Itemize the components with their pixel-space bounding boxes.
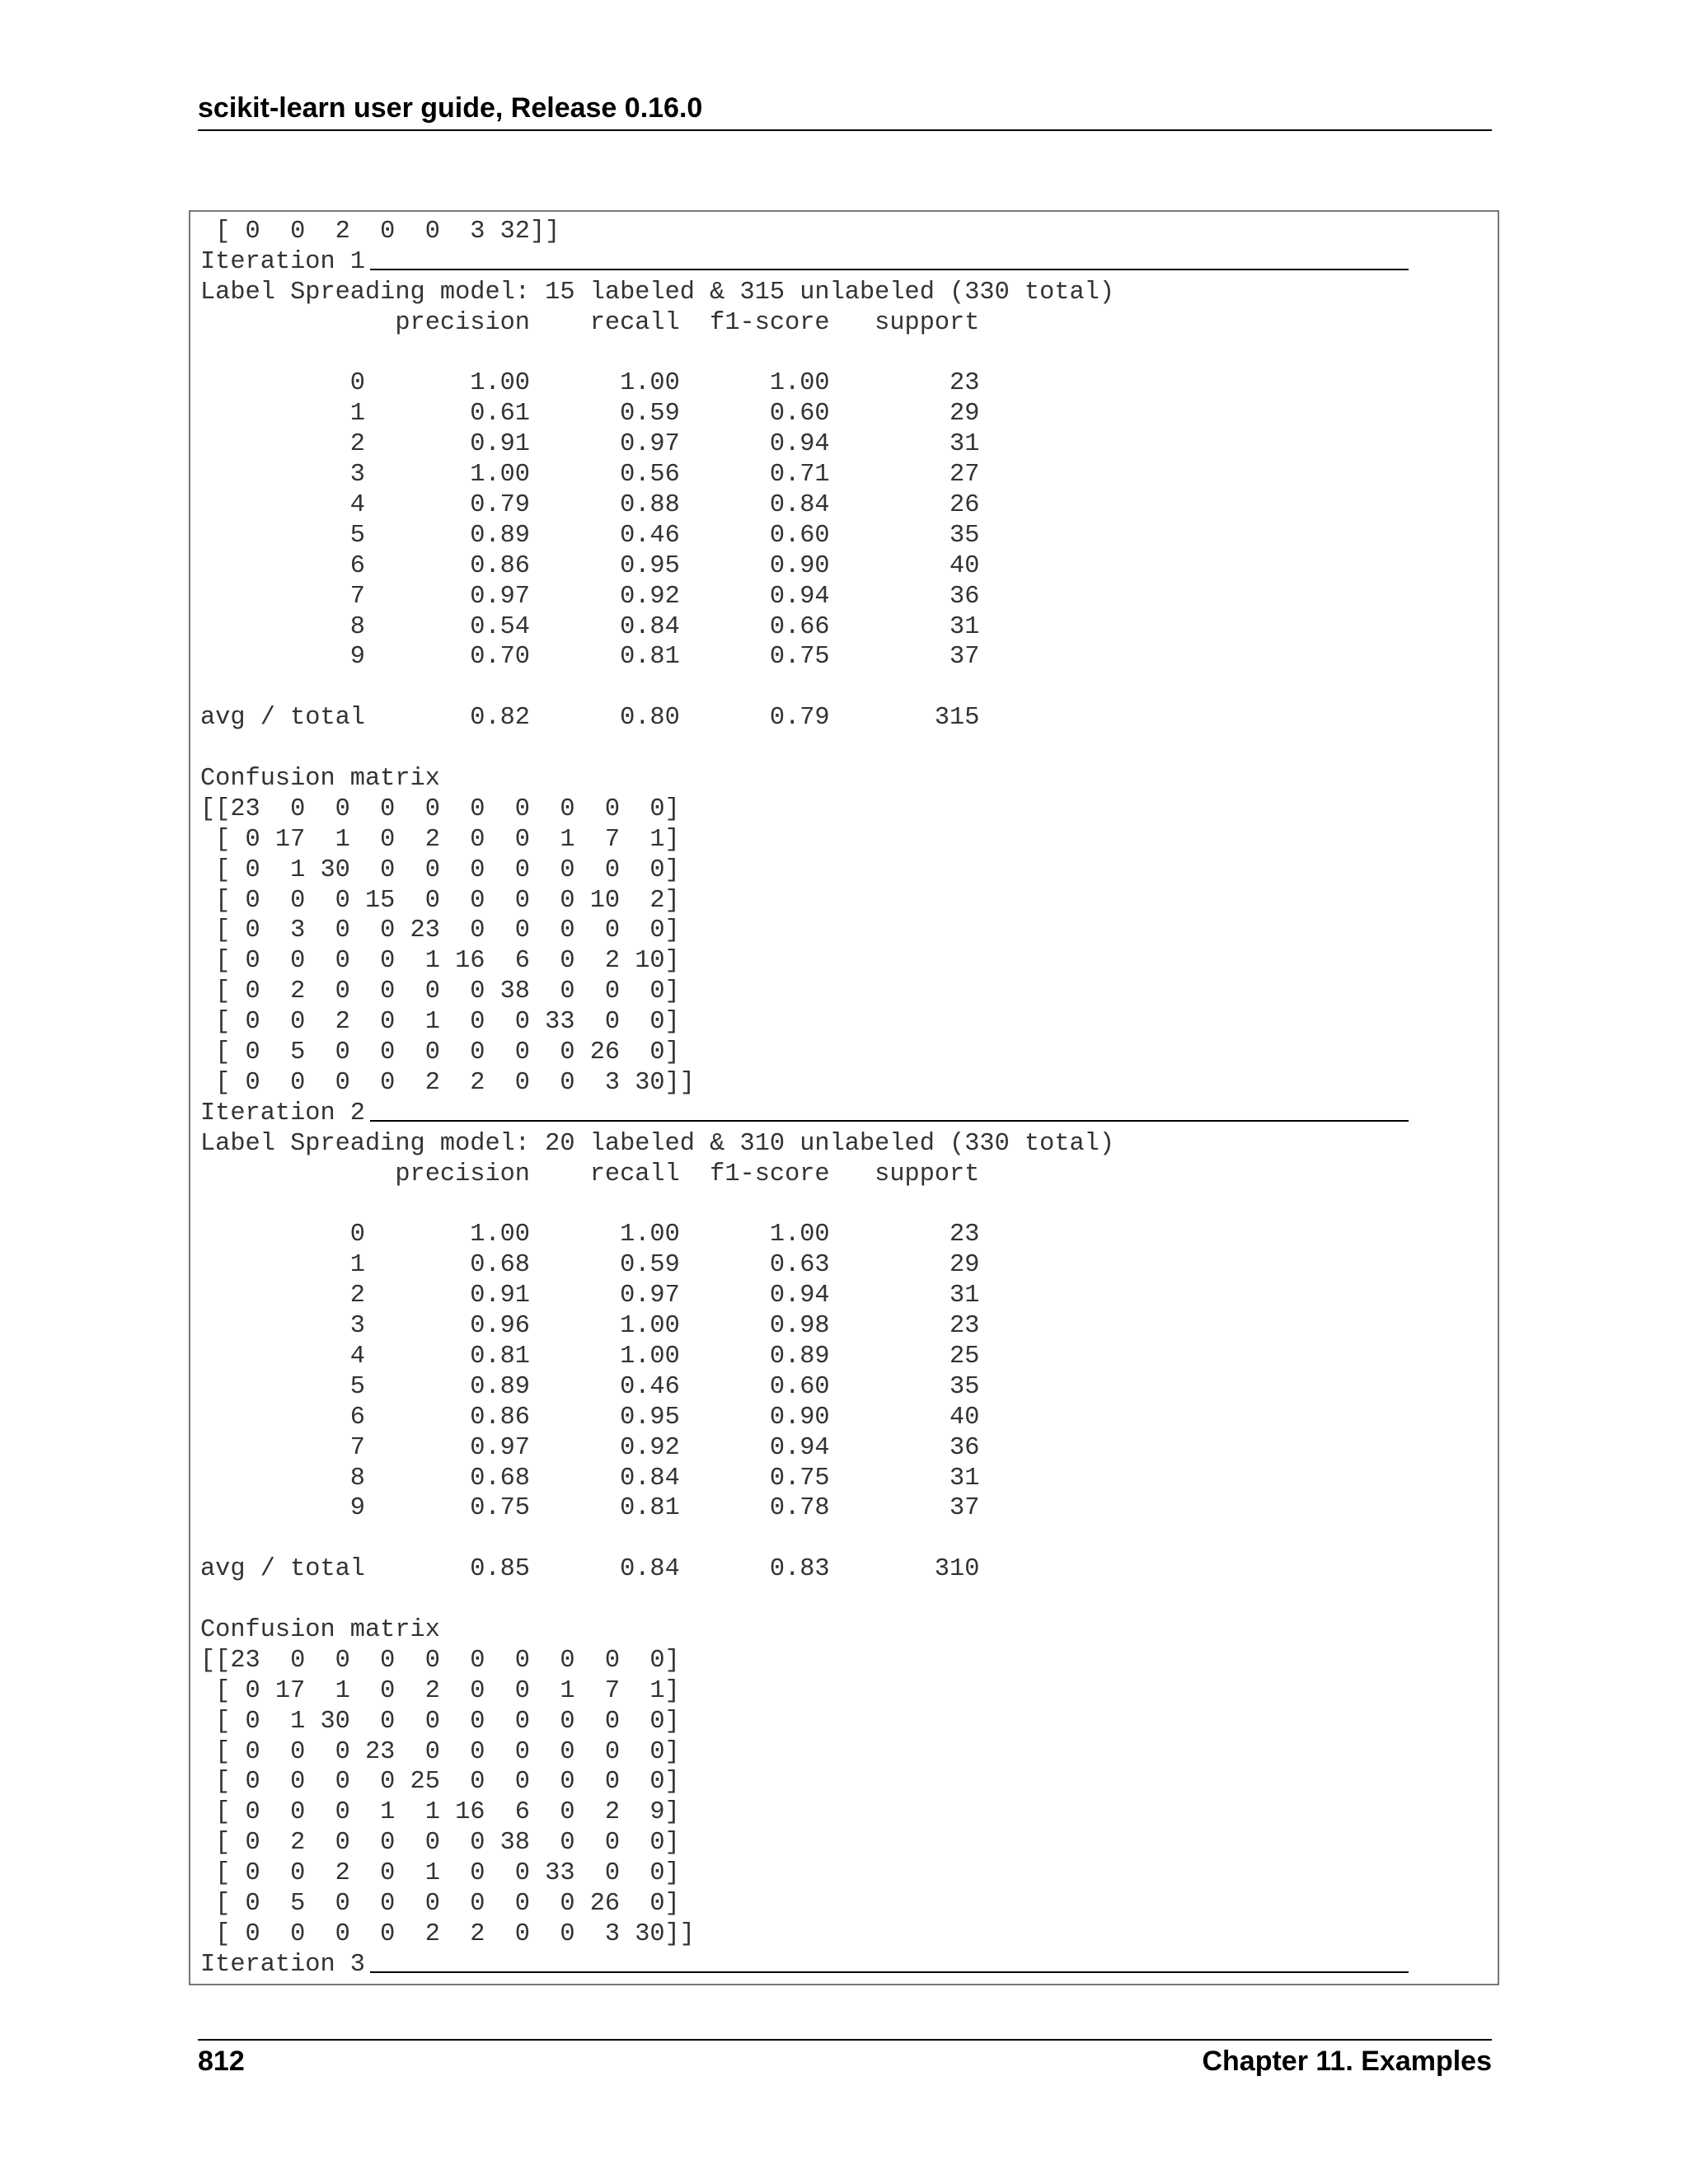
code-line-text: [[23 0 0 0 0 0 0 0 0 0] [200, 1646, 680, 1675]
code-line-text: [ 0 0 0 1 1 16 6 0 2 9] [200, 1798, 680, 1827]
code-line [200, 1919, 1498, 1950]
code-line-text: 6 0.86 0.95 0.90 40 [200, 551, 980, 580]
code-line [200, 1950, 1498, 1980]
code-line-text: 5 0.89 0.46 0.60 35 [200, 1372, 980, 1401]
code-line [200, 308, 1498, 339]
code-line [200, 703, 1498, 733]
code-line-text: 9 0.75 0.81 0.78 37 [200, 1494, 980, 1523]
code-line [200, 1828, 1498, 1858]
code-line [200, 217, 1498, 247]
code-line-text: 0 1.00 1.00 1.00 23 [200, 1221, 980, 1249]
code-line [200, 339, 1498, 369]
code-line [200, 1433, 1498, 1464]
code-line-text: 5 0.89 0.46 0.60 35 [200, 521, 980, 550]
header-rule [198, 129, 1492, 131]
code-line-text: Confusion matrix [200, 765, 440, 794]
code-line-text: [ 0 5 0 0 0 0 0 0 26 0] [200, 1038, 680, 1067]
code-line-text: 8 0.54 0.84 0.66 31 [200, 612, 980, 641]
code-line-text: 9 0.70 0.81 0.75 37 [200, 643, 980, 672]
code-line [200, 855, 1498, 886]
code-line [200, 916, 1498, 946]
code-line-text: 2 0.91 0.97 0.94 31 [200, 430, 980, 459]
code-line-text: Confusion matrix [200, 1615, 440, 1644]
code-line-text: 4 0.81 1.00 0.89 25 [200, 1342, 980, 1371]
code-line [200, 1646, 1498, 1676]
code-output-lines [200, 217, 1498, 1980]
code-line-text: Iteration 3 [200, 1950, 365, 1979]
code-line [200, 977, 1498, 1007]
code-line [200, 1524, 1498, 1554]
code-line [200, 1372, 1498, 1403]
code-line [200, 1220, 1498, 1250]
code-line [200, 1007, 1498, 1038]
code-line [200, 1707, 1498, 1737]
code-line-text: [ 0 1 30 0 0 0 0 0 0 0] [200, 1707, 680, 1736]
code-line [200, 612, 1498, 643]
code-line-text: [ 0 2 0 0 0 0 38 0 0 0] [200, 1829, 680, 1858]
code-line [200, 764, 1498, 794]
code-line [200, 460, 1498, 490]
code-line-text: [ 0 0 2 0 1 0 0 33 0 0] [200, 1008, 680, 1037]
code-line-text: [ 0 0 0 23 0 0 0 0 0 0] [200, 1737, 680, 1766]
code-line [200, 1797, 1498, 1828]
code-line-text: [ 0 17 1 0 2 0 0 1 7 1] [200, 1676, 680, 1705]
code-line-text: 7 0.97 0.92 0.94 36 [200, 1433, 980, 1462]
code-line [200, 1585, 1498, 1615]
code-line-text: 7 0.97 0.92 0.94 36 [200, 582, 980, 611]
code-line-text: [ 0 0 0 0 2 2 0 0 3 30]] [200, 1919, 695, 1948]
code-line-text: 0 1.00 1.00 1.00 23 [200, 369, 980, 398]
code-line [200, 1190, 1498, 1221]
running-header-title: scikit-learn user guide, Release 0.16.0 [198, 92, 703, 124]
code-line-text: [ 0 17 1 0 2 0 0 1 7 1] [200, 825, 680, 854]
code-line [200, 1099, 1498, 1129]
code-line [200, 1554, 1498, 1585]
code-line [200, 1342, 1498, 1372]
code-line [200, 521, 1498, 551]
code-line [200, 399, 1498, 429]
code-line [200, 642, 1498, 673]
code-line-text: 2 0.91 0.97 0.94 31 [200, 1282, 980, 1310]
code-line [200, 1250, 1498, 1281]
code-line-text: 3 0.96 1.00 0.98 23 [200, 1312, 980, 1341]
iteration-separator-rule [370, 1971, 1409, 1973]
code-line-text: [ 0 0 2 0 0 3 32]] [200, 218, 560, 246]
code-line [200, 278, 1498, 308]
code-line-text: [ 0 2 0 0 0 0 38 0 0 0] [200, 977, 680, 1006]
code-line-text: 8 0.68 0.84 0.75 31 [200, 1464, 980, 1493]
code-line [200, 1737, 1498, 1768]
code-line [200, 1767, 1498, 1797]
code-line-text: [ 0 5 0 0 0 0 0 0 26 0] [200, 1889, 680, 1918]
code-line-text: 1 0.68 0.59 0.63 29 [200, 1251, 980, 1280]
code-line-text: [ 0 1 30 0 0 0 0 0 0 0] [200, 855, 680, 884]
code-line [200, 1129, 1498, 1160]
code-line [200, 886, 1498, 916]
code-line [200, 582, 1498, 612]
code-line [200, 1281, 1498, 1311]
code-line [200, 247, 1498, 278]
code-output-block [189, 210, 1499, 1985]
code-line-text: [ 0 0 0 15 0 0 0 0 10 2] [200, 886, 680, 915]
code-line [200, 490, 1498, 521]
code-line [200, 946, 1498, 977]
code-line [200, 1676, 1498, 1707]
code-line [200, 1160, 1498, 1190]
code-line-text: [ 0 0 2 0 1 0 0 33 0 0] [200, 1859, 680, 1888]
chapter-label: Chapter 11. Examples [1202, 2046, 1492, 2077]
code-line-text: [ 0 0 0 0 2 2 0 0 3 30]] [200, 1068, 695, 1097]
code-line [200, 673, 1498, 703]
code-line [200, 825, 1498, 855]
code-line-text: Iteration 1 [200, 247, 365, 276]
code-line-text: 4 0.79 0.88 0.84 26 [200, 491, 980, 520]
code-line-text: precision recall f1-score support [200, 308, 980, 337]
code-line [200, 1464, 1498, 1494]
code-line-text: Label Spreading model: 20 labeled & 310 unlabeled (330 total) [200, 1129, 1115, 1158]
code-line [200, 551, 1498, 582]
iteration-separator-rule [370, 269, 1409, 270]
code-line-text: 3 1.00 0.56 0.71 27 [200, 461, 980, 490]
iteration-separator-rule [370, 1120, 1409, 1122]
code-line [200, 368, 1498, 399]
code-line [200, 1311, 1498, 1342]
code-line-text: 1 0.61 0.59 0.60 29 [200, 400, 980, 429]
code-line-text: avg / total 0.85 0.84 0.83 310 [200, 1555, 980, 1584]
code-line [200, 733, 1498, 764]
code-line [200, 1889, 1498, 1919]
code-line [200, 1615, 1498, 1646]
code-line-text: [[23 0 0 0 0 0 0 0 0 0] [200, 794, 680, 823]
code-line-text: 6 0.86 0.95 0.90 40 [200, 1403, 980, 1432]
code-line [200, 1403, 1498, 1433]
code-line-text: [ 0 0 0 0 1 16 6 0 2 10] [200, 947, 680, 976]
code-line-text: [ 0 0 0 0 25 0 0 0 0 0] [200, 1768, 680, 1797]
code-line-text: [ 0 3 0 0 23 0 0 0 0 0] [200, 916, 680, 945]
code-line [200, 429, 1498, 460]
page-number: 812 [198, 2046, 245, 2077]
code-line-text: Label Spreading model: 15 labeled & 315 unlabeled (330 total) [200, 278, 1115, 307]
footer-rule [198, 2039, 1492, 2041]
code-line [200, 1038, 1498, 1068]
code-line-text: precision recall f1-score support [200, 1160, 980, 1188]
code-line [200, 1068, 1498, 1099]
code-line-text: avg / total 0.82 0.80 0.79 315 [200, 704, 980, 733]
code-line [200, 1858, 1498, 1889]
code-line [200, 1493, 1498, 1524]
code-line-text: Iteration 2 [200, 1099, 365, 1127]
code-line [200, 794, 1498, 825]
